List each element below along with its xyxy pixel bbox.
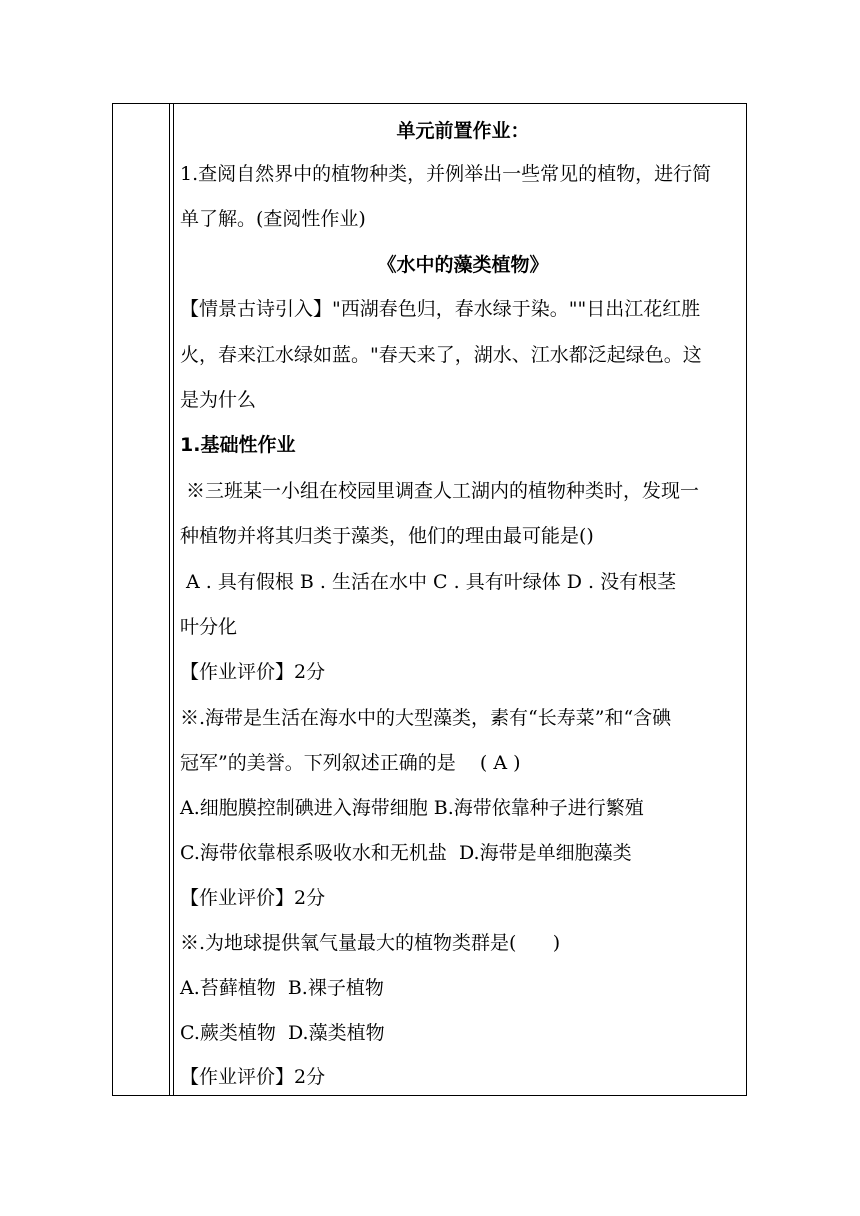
question-2-options-ab: A.细胞膜控制碘进入海带细胞 B.海带依靠种子进行繁殖 <box>180 797 644 819</box>
evaluation-3: 【作业评价】2分 <box>180 1066 326 1088</box>
question-1-options: A . 具有假根 B . 生活在水中 C . 具有叶绿体 D . 没有根茎 <box>180 571 677 593</box>
question-3-options-ab: A.苔藓植物 B.裸子植物 <box>180 977 384 999</box>
column-divider-double <box>173 104 174 1095</box>
question-2-options-cd: C.海带依靠根系吸收水和无机盐 D.海带是单细胞藻类 <box>180 842 632 864</box>
question-1-line-2: 种植物并将其归类于藻类，他们的理由最可能是() <box>180 525 594 547</box>
question-1-options-cont: 叶分化 <box>180 616 238 638</box>
lesson-title: 《水中的藻类植物》 <box>377 254 549 276</box>
poem-intro-line-1: 【情景古诗引入】"西湖春色归，春水绿于染。""日出江花红胜 <box>180 298 701 320</box>
preview-task-line-2: 单了解。(查阅性作业) <box>180 208 366 230</box>
evaluation-1: 【作业评价】2分 <box>180 661 326 683</box>
question-2-line-1: ※.海带是生活在海水中的大型藻类，素有“长寿菜”和“含碘 <box>180 707 672 729</box>
question-2-line-2: 冠军”的美誉。下列叙述正确的是 ( A ) <box>180 752 521 774</box>
poem-intro-line-2: 火，春来江水绿如蓝。"春天来了，湖水、江水都泛起绿色。这 <box>180 344 702 366</box>
poem-intro-line-3: 是为什么 <box>180 389 257 411</box>
unit-preview-heading: 单元前置作业： <box>396 120 530 142</box>
column-divider <box>169 104 170 1095</box>
basic-homework-heading: 1.基础性作业 <box>180 434 296 456</box>
question-3-options-cd: C.蕨类植物 D.藻类植物 <box>180 1022 385 1044</box>
evaluation-2: 【作业评价】2分 <box>180 887 326 909</box>
preview-task-line-1: 1.查阅自然界中的植物种类，并例举出一些常见的植物，进行简 <box>180 163 712 185</box>
question-3-stem: ※.为地球提供氧气量最大的植物类群是( ) <box>180 932 561 954</box>
question-1-line-1: ※三班某一小组在校园里调查人工湖内的植物种类时，发现一 <box>180 480 700 502</box>
